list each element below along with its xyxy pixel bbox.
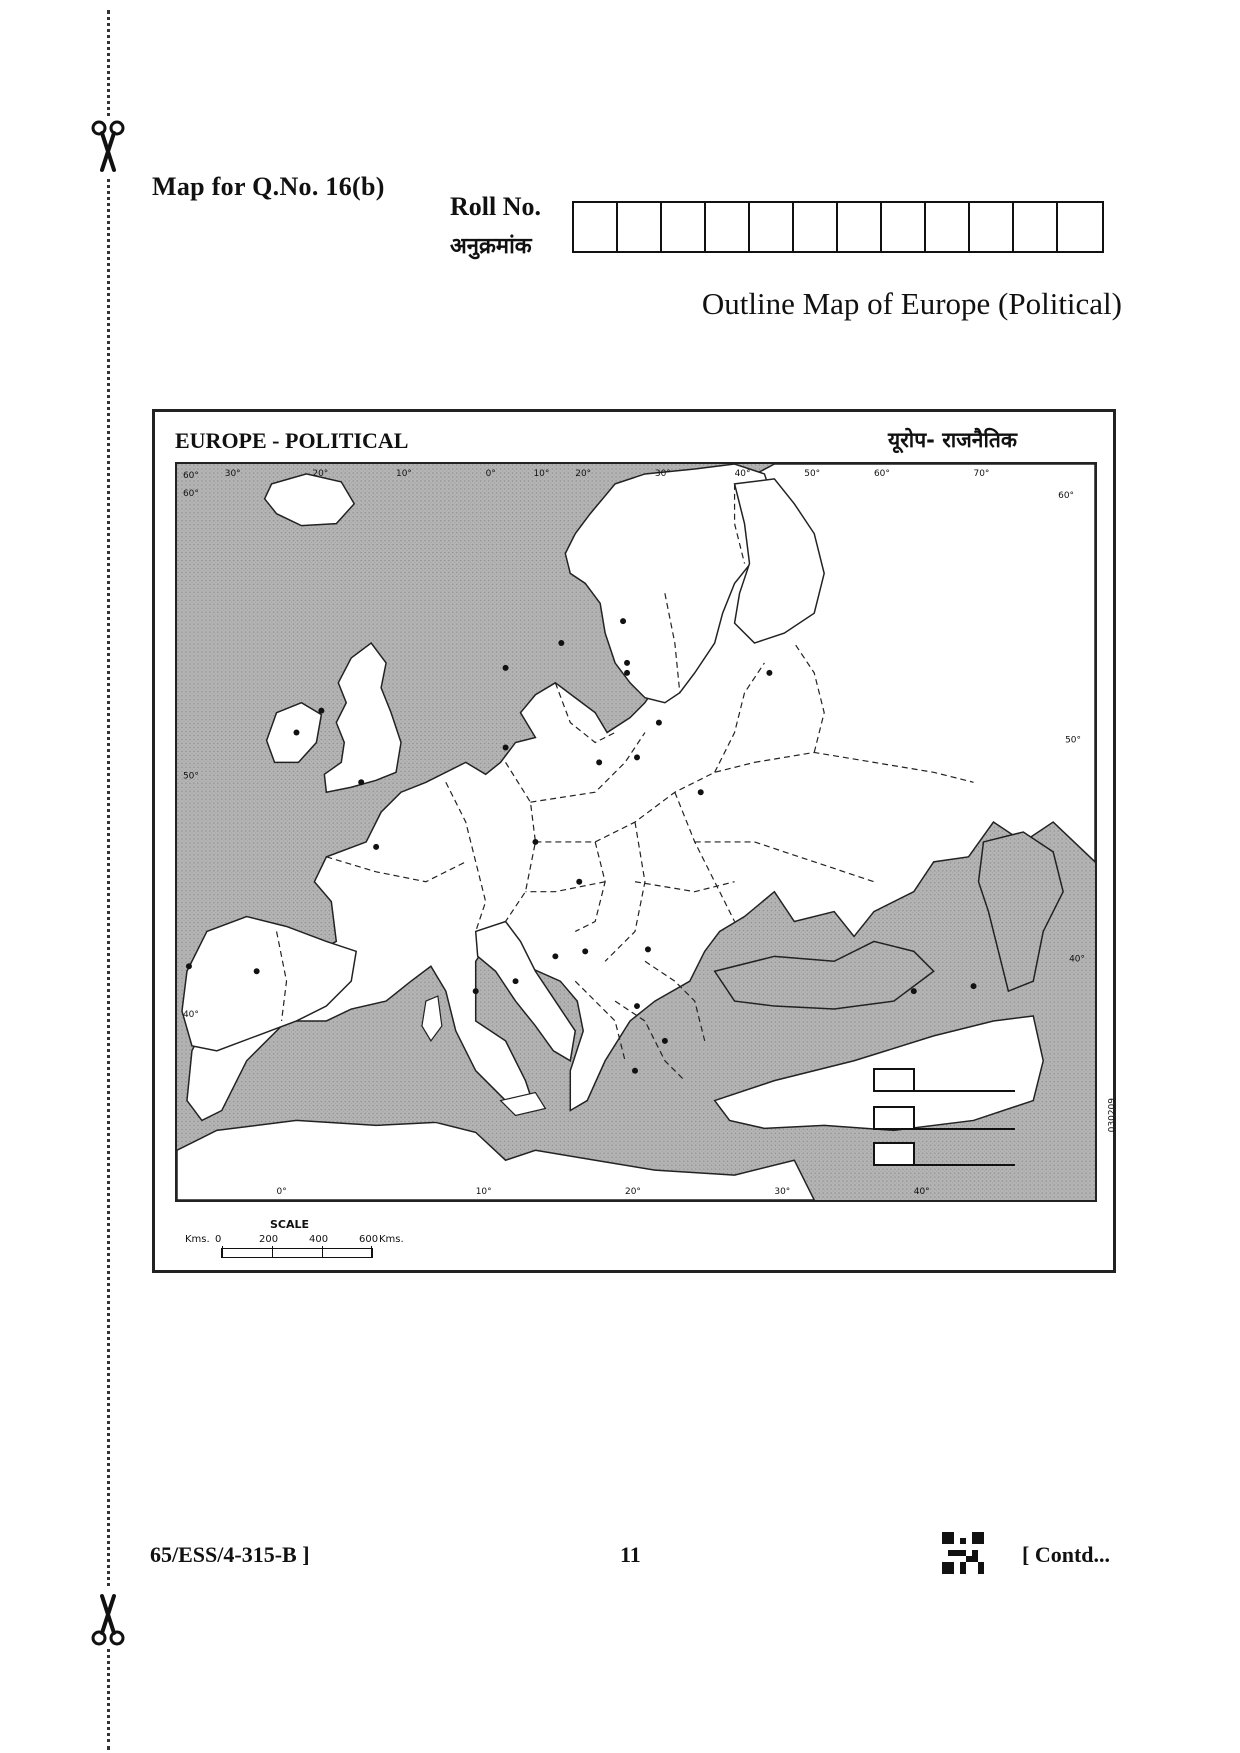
map-title-hindi: यूरोप- राजनैतिक — [888, 428, 1017, 452]
legend-row[interactable] — [873, 1066, 1015, 1092]
capital-dot — [576, 879, 582, 885]
roll-digit-box[interactable] — [1014, 203, 1058, 251]
question-reference: Map for Q.No. 16(b) — [152, 172, 385, 201]
capital-dot — [766, 670, 772, 676]
longitude-label: 10° — [475, 1187, 492, 1198]
capital-dot — [596, 759, 602, 765]
scissors-icon — [88, 118, 128, 178]
scale-value: 600 — [359, 1234, 379, 1245]
roll-digit-box[interactable] — [662, 203, 706, 251]
capital-dot — [293, 730, 299, 736]
roll-number-boxes[interactable] — [572, 201, 1104, 253]
longitude-label: 60° — [182, 470, 199, 481]
roll-digit-box[interactable] — [618, 203, 662, 251]
map-frame — [152, 409, 1116, 1273]
capital-dot — [582, 948, 588, 954]
legend-row[interactable] — [873, 1104, 1015, 1130]
roll-digit-box[interactable] — [882, 203, 926, 251]
capital-dot — [971, 983, 977, 989]
capital-dot — [634, 1003, 640, 1009]
scale-value: 0 — [215, 1234, 222, 1245]
capital-dot — [662, 1038, 668, 1044]
capital-dot — [634, 754, 640, 760]
europe-map[interactable] — [175, 462, 1097, 1202]
roll-number-label: Roll No. — [450, 192, 541, 221]
roll-digit-box[interactable] — [838, 203, 882, 251]
cut-line — [107, 10, 110, 1750]
capital-dot — [254, 968, 260, 974]
roll-digit-box[interactable] — [926, 203, 970, 251]
longitude-label: 20° — [312, 468, 329, 479]
longitude-label: 30° — [654, 468, 671, 479]
capital-dot — [552, 953, 558, 959]
scale-unit: Kms. — [185, 1234, 210, 1245]
longitude-label: 40° — [913, 1187, 930, 1198]
longitude-label: 20° — [575, 468, 592, 479]
scale-title: SCALE — [270, 1218, 310, 1231]
longitude-label: 50° — [804, 468, 821, 479]
capital-dot — [318, 708, 324, 714]
scale-value: 200 — [259, 1234, 279, 1245]
latitude-label: 50° — [182, 771, 199, 782]
scale-labels — [185, 1234, 405, 1248]
paper-code: 65/ESS/4-315-B ] — [150, 1542, 310, 1567]
map-heading: Outline Map of Europe (Political) — [701, 286, 1122, 321]
capital-dot — [620, 618, 626, 624]
roll-digit-box[interactable] — [970, 203, 1014, 251]
latitude-label: 60° — [182, 488, 199, 499]
longitude-label: 0° — [485, 468, 496, 479]
qr-code-icon — [942, 1532, 984, 1574]
capital-dot — [698, 789, 704, 795]
capital-dot — [656, 720, 662, 726]
longitude-label: 0° — [276, 1187, 287, 1198]
roll-digit-box[interactable] — [1058, 203, 1102, 251]
longitude-label: 30° — [224, 468, 241, 479]
scale-value: 400 — [309, 1234, 329, 1245]
scissors-icon — [88, 1588, 128, 1648]
capital-dot — [624, 660, 630, 666]
capital-dot — [624, 670, 630, 676]
longitude-label: 60° — [873, 468, 890, 479]
longitude-label: 40° — [734, 468, 751, 479]
capital-dot — [558, 640, 564, 646]
roll-digit-box[interactable] — [750, 203, 794, 251]
legend-line — [915, 1090, 1015, 1092]
map-code: 030209 — [1107, 1098, 1117, 1133]
latitude-label: 40° — [1069, 954, 1085, 965]
capital-dot — [358, 779, 364, 785]
latitude-label: 50° — [1065, 735, 1081, 746]
capital-dot — [473, 988, 479, 994]
latitude-label: 60° — [1058, 490, 1075, 501]
longitude-label: 70° — [973, 468, 990, 479]
longitude-label: 20° — [625, 1187, 641, 1198]
legend-box[interactable] — [873, 1142, 915, 1166]
scale-unit: Kms. — [379, 1234, 404, 1245]
capital-dot — [911, 988, 917, 994]
capital-dot — [373, 844, 379, 850]
legend-line — [915, 1128, 1015, 1130]
capital-dot — [632, 1068, 638, 1074]
legend-line — [915, 1164, 1015, 1166]
capital-dot — [503, 665, 509, 671]
capital-dot — [645, 946, 651, 952]
roll-digit-box[interactable] — [794, 203, 838, 251]
capital-dot — [186, 963, 192, 969]
latitude-label: 40° — [182, 1009, 199, 1020]
roll-digit-box[interactable] — [706, 203, 750, 251]
continued-marker: [ Contd... — [1022, 1542, 1111, 1567]
legend-box[interactable] — [873, 1106, 915, 1130]
capital-dot — [513, 978, 519, 984]
legend-box[interactable] — [873, 1068, 915, 1092]
map-title: EUROPE - POLITICAL — [175, 428, 409, 453]
longitude-label: 10° — [533, 468, 550, 479]
scale-bar — [221, 1248, 373, 1258]
longitude-label: 10° — [396, 468, 412, 479]
capital-dot — [503, 744, 509, 750]
roll-number-label-hindi: अनुक्रमांक — [450, 234, 532, 259]
longitude-label: 30° — [774, 1187, 791, 1198]
legend-row[interactable] — [873, 1140, 1015, 1166]
page-number: 11 — [620, 1542, 641, 1567]
capital-dot — [532, 839, 538, 845]
roll-digit-box[interactable] — [574, 203, 618, 251]
